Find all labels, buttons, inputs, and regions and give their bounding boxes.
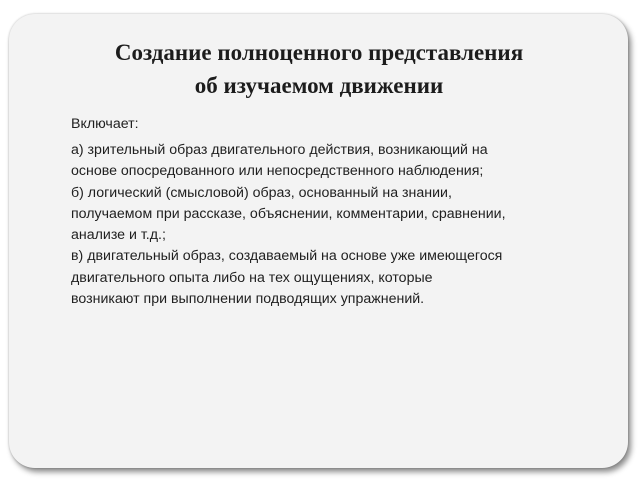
list-item-line: б) логический (смысловой) образ, основанный на знании, [71, 184, 452, 201]
slide-title-line: об изучаемом движении [194, 73, 444, 98]
intro-label: Включает: [71, 116, 139, 132]
list-item-line: возникают при выполнении подводящих упражнений. [71, 291, 425, 308]
list-item-line: получаемом при рассказе, объяснении, комментарии, сравнении, [71, 205, 506, 222]
slide-card [9, 14, 628, 468]
list-item [71, 183, 591, 247]
slide-body [71, 114, 591, 310]
slide-title [39, 36, 599, 102]
list-item-line: основе опосредованного или непосредственного наблюдения; [71, 163, 484, 180]
list-item-line: двигательного опыта либо на тех ощущениях, которые [71, 269, 433, 286]
bullet-list [71, 140, 591, 310]
list-item-line: а) зрительный образ двигательного действия, возникающий на [71, 142, 488, 158]
list-item [71, 140, 591, 183]
list-item-line: анализе и т.д.; [71, 227, 166, 244]
list-item-line: в) двигательный образ, создаваемый на основе уже имеющегося [71, 248, 503, 265]
list-item [71, 246, 591, 310]
slide-title-line: Создание полноценного представления [114, 40, 524, 65]
